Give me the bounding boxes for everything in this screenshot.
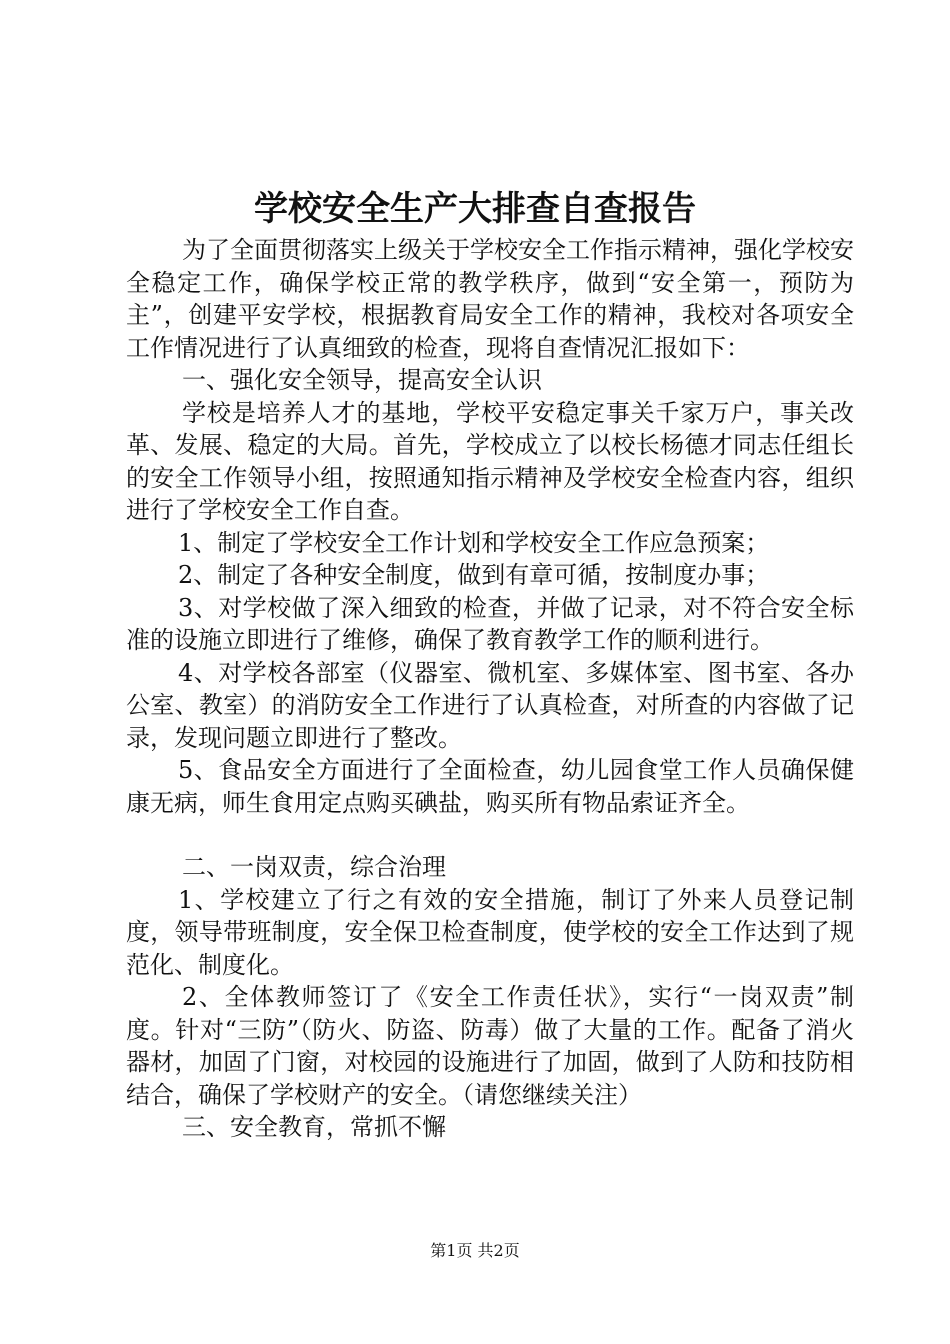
section-1-item-5: 5、食品安全方面进行了全面检查，幼儿园食堂工作人员确保健康无病，师生食用定点购买碘盐，购买所有物品索证齐全。 bbox=[126, 756, 854, 817]
intro-paragraph: 为了全面贯彻落实上级关于学校安全工作指示精神，强化学校安全稳定工作，确保学校正常的教学秩序，做到“安全第一，预防为主”，创建平安学校，根据教育局安全工作的精神，我校对各项安全工作情况进行了认真细致的检查，现将自查情况汇报如下： bbox=[126, 236, 854, 362]
page-footer: 第1页 共2页 bbox=[430, 1241, 520, 1260]
section-1-item-1: 1、制定了学校安全工作计划和学校安全工作应急预案； bbox=[178, 528, 770, 557]
paragraph-gap bbox=[126, 819, 854, 851]
section-1-item-2: 2、制定了各种安全制度，做到有章可循，按制度办事； bbox=[178, 561, 770, 589]
section-heading-3: 三、安全教育，常抓不懈 bbox=[182, 1113, 446, 1141]
section-2-item-2: 2、全体教师签订了《安全工作责任状》，实行“一岗双责”制度。针对“三防”（防火、防盗、防毒）做了大量的工作。配备了消火器材，加固了门窗，对校园的设施进行了加固，做到了人防和技防相结合，确保了学校财产的安全。（请您继续关注） bbox=[126, 983, 854, 1109]
section-heading-1: 一、强化安全领导，提高安全认识 bbox=[182, 366, 542, 394]
section-1-item-3: 3、对学校做了深入细致的检查，并做了记录，对不符合安全标准的设施立即进行了维修，确保了教育教学工作的顺利进行。 bbox=[126, 593, 854, 654]
section-2-item-1: 1、学校建立了行之有效的安全措施，制订了外来人员登记制度，领导带班制度，安全保卫检查制度，使学校的安全工作达到了规范化、制度化。 bbox=[126, 885, 854, 979]
section-1-item-4: 4、对学校各部室（仪器室、微机室、多媒体室、图书室、各办公室、教室）的消防安全工作进行了认真检查，对所查的内容做了记录，发现问题立即进行了整改。 bbox=[126, 658, 854, 752]
document-title: 学校安全生产大排查自查报告 bbox=[254, 189, 696, 229]
section-heading-2: 二、一岗双责，综合治理 bbox=[182, 853, 446, 881]
document-body bbox=[126, 234, 854, 1144]
section-1-paragraph: 学校是培养人才的基地，学校平安稳定事关千家万户，事关改革、发展、稳定的大局。首先，学校成立了以校长杨德才同志任组长的安全工作领导小组，按照通知指示精神及学校安全检查内容，组织进行了学校安全工作自查。 bbox=[126, 398, 854, 524]
